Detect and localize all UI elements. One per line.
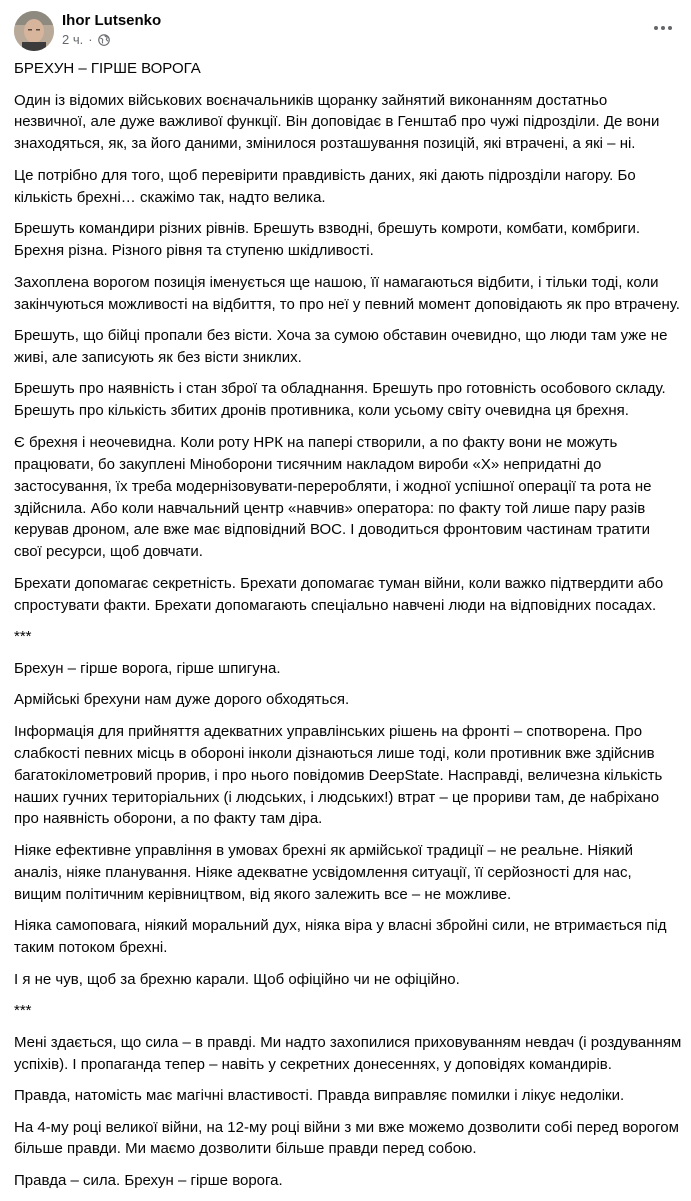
- paragraph: Ніяке ефективне управління в умовах брехні як армійської традиції – не реальне. Ніякий аналіз, ніяке планування. Ніяке адекватне усвідомлення ситуації, її серйозності для нас, вищим політичним керівництвом, від якого залежить все – не можливе.: [14, 841, 634, 903]
- paragraph: Брехун – гірше ворога, гірше шпигуна.: [14, 659, 281, 677]
- post-title: БРЕХУН – ГІРШЕ ВОРОГА: [14, 60, 201, 77]
- paragraph: Мені здається, що сила – в правді. Ми надто захопилися приховуванням невдач (і роздуванням успіхів). І пропаганда тепер – навіть у секретних донесеннях, у доповідях командирів.: [14, 1033, 682, 1073]
- paragraph: Один із відомих військових воєначальників щоранку зайнятий виконанням достатньо незвичної, але дуже важливої функції. Він доповідає в Генштаб про чужі підрозділи. Де вони знаходяться, як, за його даними, змінилося розташування позицій, які втрачені, а які – ні.: [14, 91, 660, 153]
- paragraph: Є брехня і неочевидна. Коли роту НРК на папері створили, а по факту вони не можуть працювати, бо закуплені Міноборони тисячним накладом вироби «Х» непридатні до застосування, їх треба модернізовувати-переробляти, і жодної успішної операції та рота не здійснила. Або коли навчальний центр «навчив» оператора: по факту той лише пару разів керував дроном, але вже має відповідний ВОС. І доводиться фронтовим частинам тратити свої ресурси, щоб довчати.: [14, 433, 652, 561]
- meta-separator: ·: [88, 32, 93, 47]
- avatar-photo-icon: [14, 11, 54, 51]
- more-options-icon[interactable]: [649, 18, 677, 38]
- avatar[interactable]: [14, 11, 54, 51]
- paragraph: Захоплена ворогом позиція іменується ще нашою, її намагаються відбити, і тільки тоді, коли закінчуються можливості на відбиття, то про неї у певний момент доповідають як про втрачену.: [14, 273, 680, 313]
- paragraph: І я не чув, щоб за брехню карали. Щоб офіційно чи не офіційно.: [14, 970, 460, 988]
- paragraph: На 4-му році великої війни, на 12-му році війни з ми вже можемо дозволити собі перед ворогом більше правди. Ми маємо дозволити більше правди перед собою.: [14, 1118, 679, 1158]
- paragraph: Правда – сила. Брехун – гірше ворога.: [14, 1171, 283, 1189]
- paragraph: Ніяка самоповага, ніякий моральний дух, ніяка віра у власні збройні сили, не втримається під таким потоком брехні.: [14, 917, 667, 957]
- paragraph: Брехати допомагає секретність. Брехати допомагає туман війни, коли важко підтвердити або спростувати факти. Брехати допомагають спеціально навчені люди на відповідних посадах.: [14, 574, 664, 614]
- author-name[interactable]: Ihor Lutsenko: [62, 12, 162, 29]
- globe-icon: [98, 34, 110, 46]
- paragraph: Інформація для прийняття адекватних управлінських рішень на фронті – спотворена. Про слабкості певних місць в обороні інколи дізнаються лише тоді, коли противник вже здійснив багатокілометровий прорив, і про нього повідомив DeepState. Насправді, величезна кількість наших гучних територіальних (і людських, і людських!) втрат – це прориви там, де набріхано про наявність оборони, а по факту там діра.: [14, 722, 663, 828]
- paragraph: Брешуть, що бійці пропали без вісти. Хоча за сумою обставин очевидно, що люди там уже не живі, але записують як без вісти зниклих.: [14, 327, 668, 366]
- paragraph: Брешуть командири різних рівнів. Брешуть взводні, брешуть комроти, комбати, комбриги. Брехня різна. Різного рівня та ступеню шкідливості.: [14, 220, 641, 260]
- post-header: [14, 8, 677, 52]
- paragraph: Армійські брехуни нам дуже дорого обходяться.: [14, 691, 350, 709]
- paragraph: Брешуть про наявність і стан зброї та обладнання. Брешуть про готовність особового складу. Брешуть про кількість збитих дронів противника, коли усьому світу очевидна ця брехня.: [14, 380, 666, 420]
- section-divider: ***: [14, 628, 32, 646]
- post-meta: [62, 32, 110, 48]
- post-time[interactable]: 2 ч.: [62, 32, 84, 47]
- paragraph: Це потрібно для того, щоб перевірити правдивість даних, які дають підрозділи нагору. Бо кількість брехні… скажімо так, надто велика.: [14, 166, 636, 206]
- post-text: [14, 58, 682, 1201]
- paragraph: Правда, натомість має магічні властивості. Правда виправляє помилки і лікує недоліки.: [14, 1087, 625, 1105]
- section-divider: ***: [14, 1002, 32, 1020]
